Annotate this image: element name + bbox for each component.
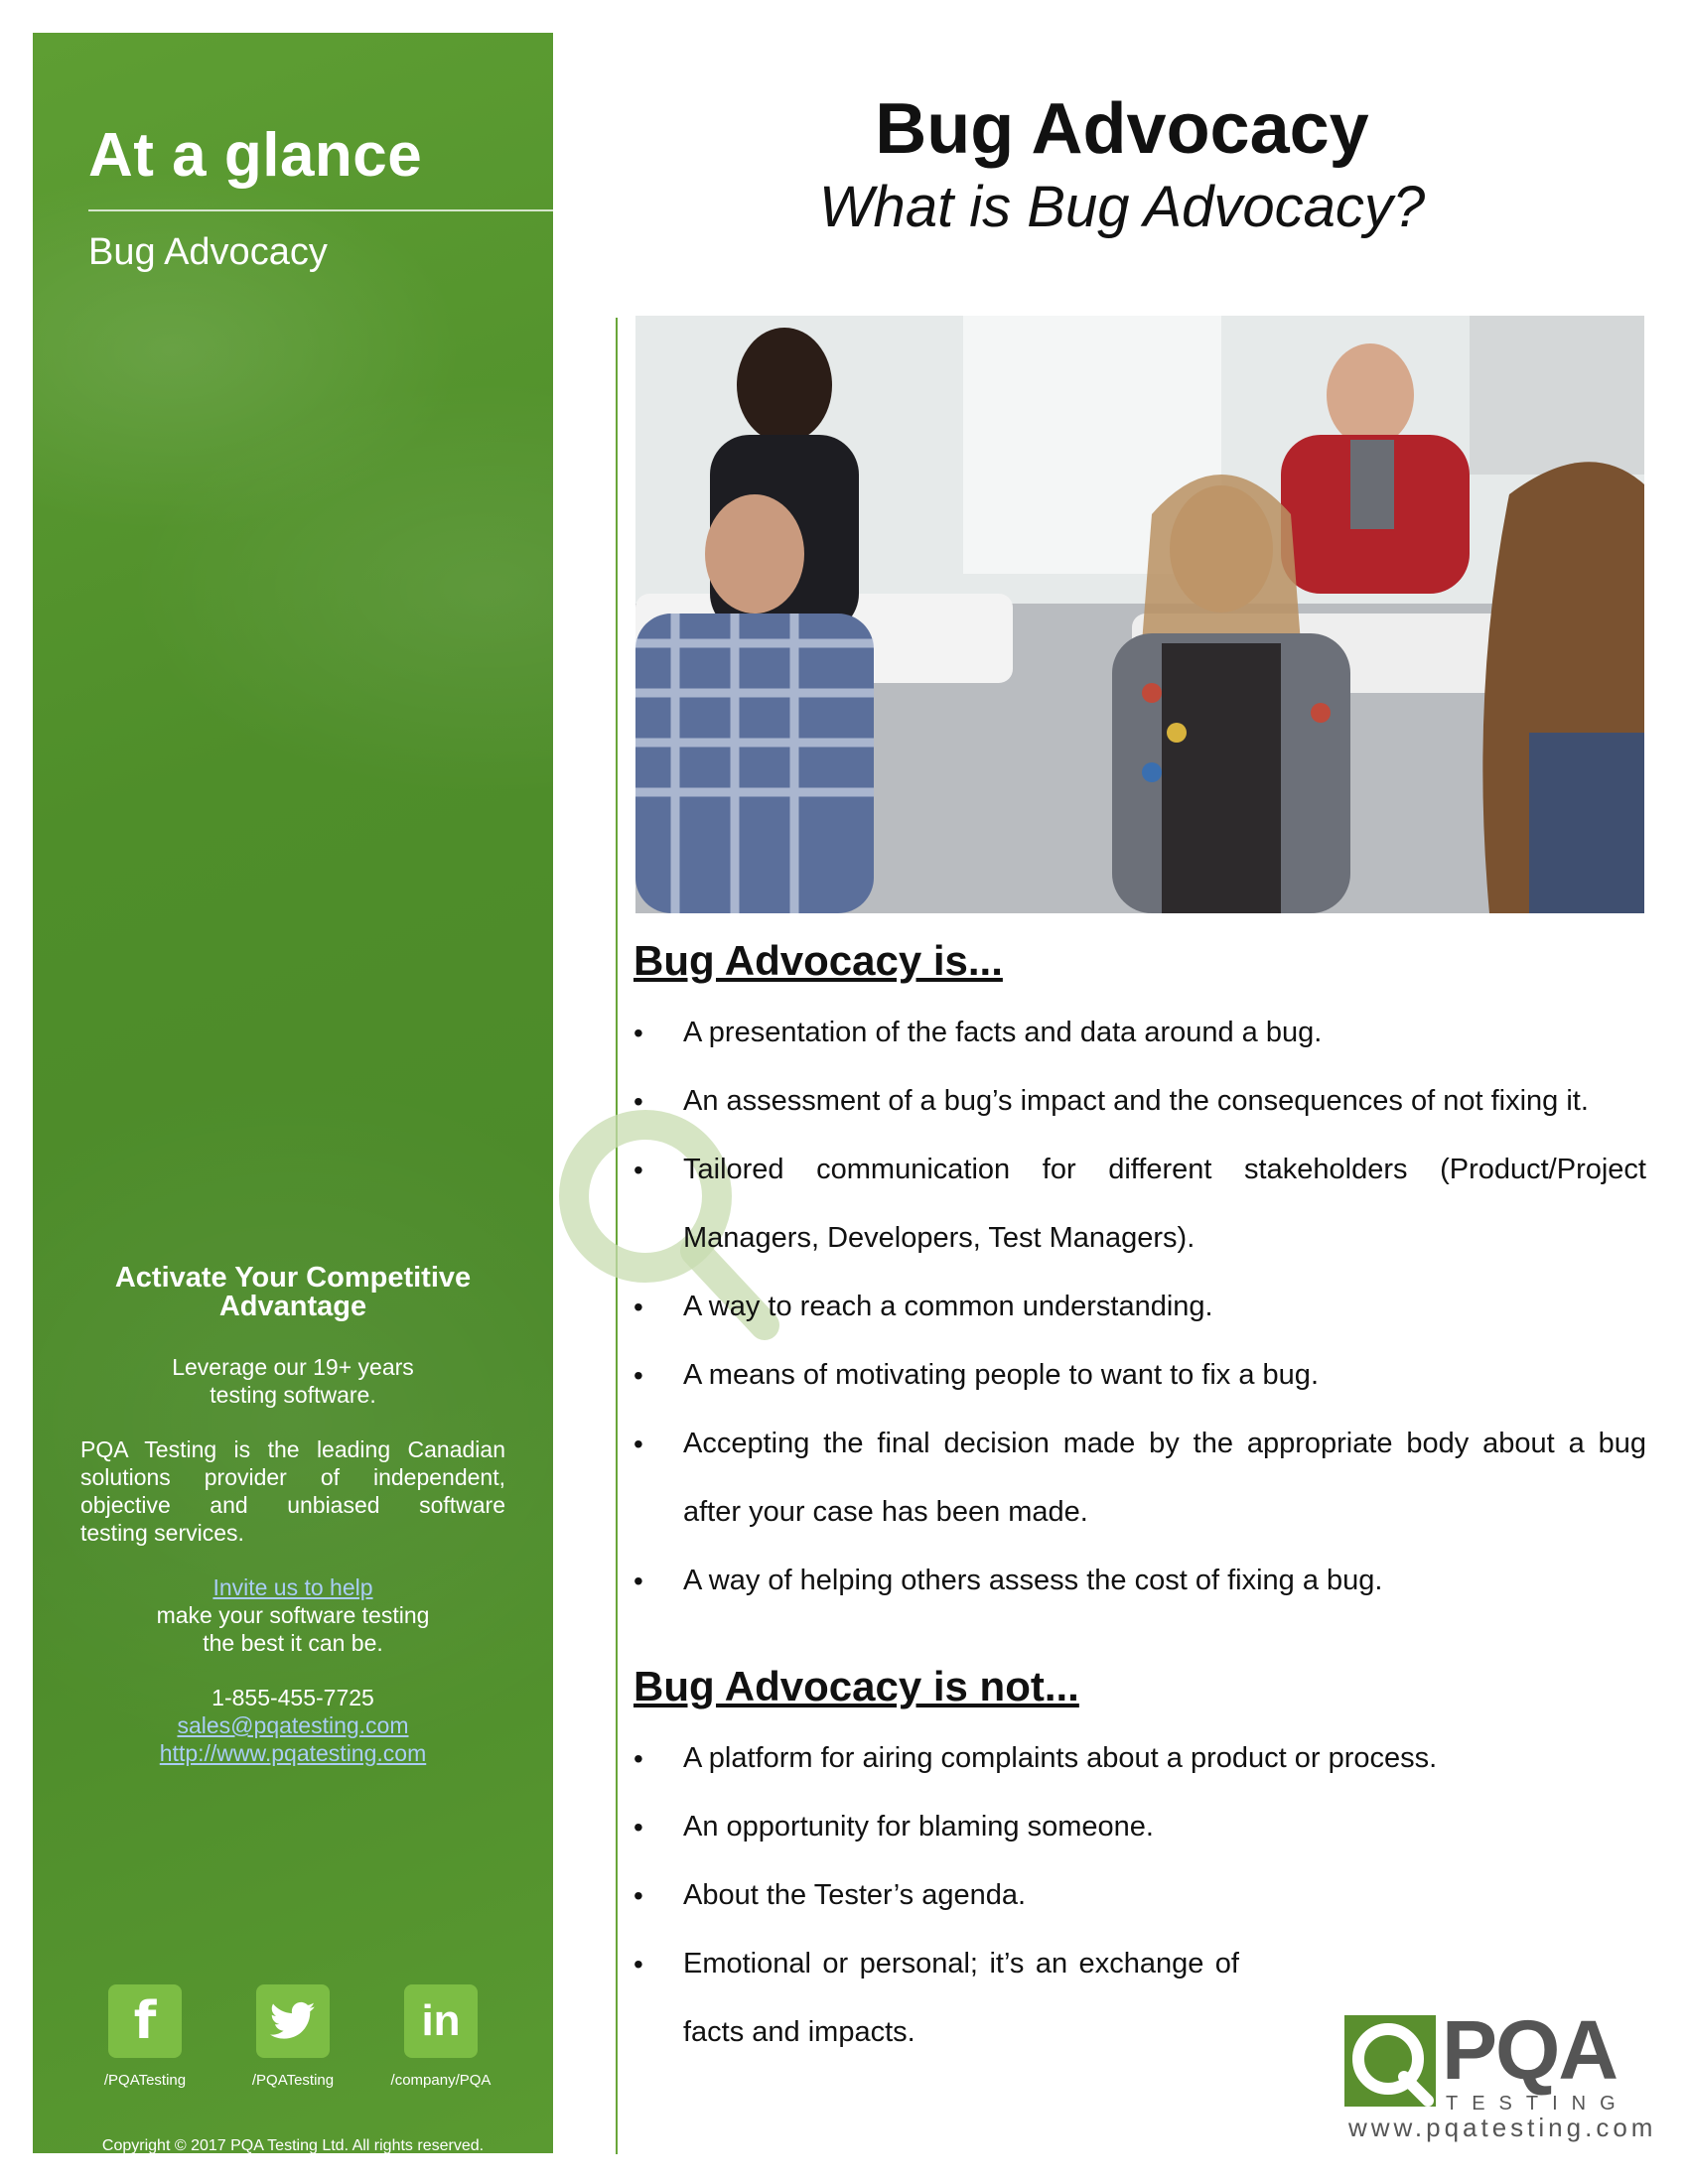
page-subtitle: What is Bug Advocacy?: [818, 175, 1426, 239]
list-item: • A presentation of the facts and data around a bug.: [633, 999, 1646, 1067]
social-linkedin[interactable]: [376, 1984, 505, 2089]
section-is: [633, 933, 1646, 1615]
list-item: • Emotional or personal; it’s an exchange of facts and impacts.: [633, 1930, 1239, 2067]
twitter-bird-shape: [270, 2001, 316, 2041]
page-title: Bug Advocacy: [875, 89, 1369, 169]
invite-link[interactable]: Invite us to help: [212, 1574, 373, 1600]
promo-invite: [80, 1573, 505, 1657]
list-item: • A platform for airing complaints about a product or process.: [633, 1724, 1646, 1793]
promo-experience: [80, 1353, 505, 1409]
photo-illustration: [635, 316, 1644, 913]
sidebar-title: At a glance: [88, 121, 423, 190]
pqa-logo-tagline: TESTING: [1446, 2093, 1629, 2115]
list-item: • An opportunity for blaming someone.: [633, 1793, 1646, 1861]
social-twitter[interactable]: [228, 1984, 357, 2089]
section-not-heading: Bug Advocacy is not...: [633, 1663, 1079, 1709]
promo-about-last: testing services.: [80, 1520, 244, 1546]
promo-about: [80, 1435, 505, 1547]
invite-line-1: make your software testing: [156, 1602, 430, 1628]
main-content: [633, 933, 1646, 2067]
list-item: • Tailored communication for different stakeholders (Product/Project Managers, Developers, Test Managers).: [633, 1136, 1646, 1273]
page-header: [635, 87, 1609, 242]
sidebar-subtitle: Bug Advocacy: [88, 231, 328, 273]
logo-url: www.pqatesting.com: [1348, 2113, 1657, 2142]
social-links: [80, 1984, 505, 2104]
pqa-logo-text: PQA: [1442, 2003, 1618, 2097]
facebook-handle: /PQATesting: [103, 2072, 187, 2089]
section-is-list: [633, 999, 1646, 1615]
promo-about-text: PQA Testing is the leading Canadian solutions provider of independent, objective and unbiased software: [80, 1436, 505, 1518]
promo-line-2: testing software.: [210, 1382, 376, 1408]
linkedin-handle: /company/PQA: [390, 2072, 492, 2089]
contact-block: [80, 1684, 505, 1767]
section-is-heading: Bug Advocacy is...: [633, 937, 1003, 984]
invite-line-2: the best it can be.: [203, 1630, 383, 1656]
promo-heading: Activate Your Competitive Advantage: [114, 1262, 472, 1322]
phone-number: 1-855-455-7725: [211, 1685, 374, 1710]
list-item: • A way of helping others assess the cost of fixing a bug.: [633, 1547, 1646, 1615]
twitter-handle: /PQATesting: [251, 2072, 335, 2089]
list-item: • A means of motivating people to want to fix a bug.: [633, 1341, 1646, 1410]
promo-line-1: Leverage our 19+ years: [172, 1354, 414, 1380]
list-item: • About the Tester’s agenda.: [633, 1861, 1646, 1930]
email-link[interactable]: sales@pqatesting.com: [177, 1712, 409, 1738]
social-facebook[interactable]: [80, 1984, 210, 2089]
list-item: • A way to reach a common understanding.: [633, 1273, 1646, 1341]
website-link[interactable]: http://www.pqatesting.com: [159, 1740, 427, 1766]
copyright: Copyright © 2017 PQA Testing Ltd. All rights reserved.: [101, 2137, 485, 2153]
promo-block: [80, 1264, 505, 1794]
twitter-icon[interactable]: [256, 1984, 330, 2058]
linkedin-icon[interactable]: in: [404, 1984, 478, 2058]
list-item: • An assessment of a bug’s impact and the consequences of not fixing it.: [633, 1067, 1646, 1136]
facebook-icon[interactable]: f: [108, 1984, 182, 2058]
list-item: • Accepting the final decision made by the appropriate body about a bug after your case has been made.: [633, 1410, 1646, 1547]
sidebar: [33, 33, 553, 2153]
sidebar-divider: [88, 209, 553, 211]
team-meeting-photo: [635, 316, 1644, 913]
